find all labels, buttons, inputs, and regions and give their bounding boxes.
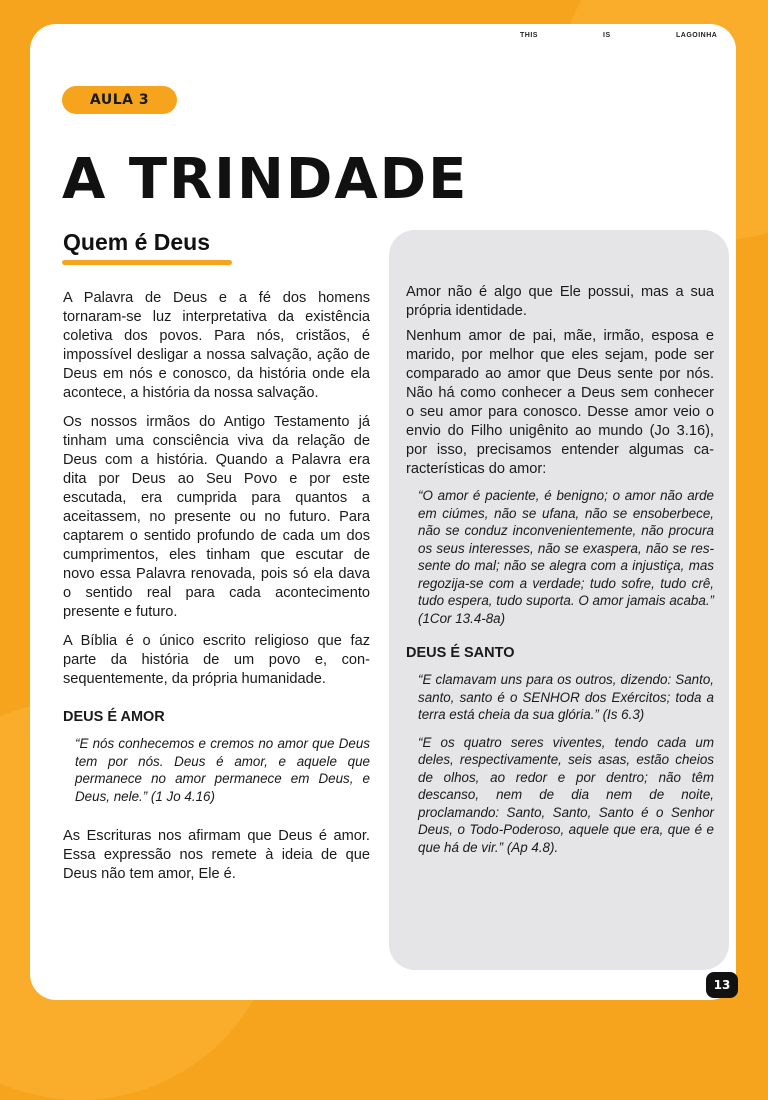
nav-item-this: THIS — [520, 32, 538, 39]
bible-quote: “E nós conhecemos e cremos no amor que Deus tem por nós. Deus é amor, e aquele que permanece no amor permanece em Deus, e Deus, nele.” (1 Jo 4.16) — [75, 736, 370, 804]
bible-quote: “O amor é paciente, é benigno; o amor não arde em ciúmes, não se ufana, não se ensoberbece, não se conduz inconvenientemente, não procura os seus interesses, não se exaspera, não se ressente do mal; não se alegra com a injustiça, mas regozija-se com a verdade; tudo sofre, tudo crê, tudo espera, tudo suporta. O amor jamais acaba.” (1Cor 13.4-8a) — [418, 488, 714, 626]
paragraph: As Escrituras nos afirmam que Deus é amor. Essa expressão nos remete à ideia de que Deus não tem amor, Ele é. — [63, 828, 370, 882]
nav-item-lagoinha: LAGOINHA — [676, 32, 718, 39]
right-column — [406, 283, 714, 866]
section-subtitle: Quem é Deus — [63, 229, 210, 255]
bible-quote: “E clamavam uns para os outros, dizendo: Santo, santo, santo é o SENHOR dos Exércitos; toda a terra está cheia da sua glória.” (Is 6.3) — [418, 672, 714, 722]
page-number: 13 — [706, 972, 738, 998]
page-title: A TRINDADE — [62, 147, 469, 212]
heading-deus-e-santo: DEUS É SANTO — [406, 645, 515, 661]
paragraph: Os nossos irmãos do Antigo Testamento já tinham uma consciência viva da relação de Deus com a história. Quando a Palavra era dita por Deus ao Seu Povo e por este escutada, era cumprida para quantos a aceitassem, no presente ou no futuro. Para captarem o sentido profundo de cada um dos cumprimentos, eles tinham que escutar de novo essa Palavra renovada, pois só ela dava o sentido real para cada acontecimento presente e futuro. — [63, 414, 370, 620]
paragraph: A Bíblia é o único escrito religioso que faz parte da história de um povo e, consequentemente, da própria humanidade. — [63, 633, 370, 687]
paragraph: Nenhum amor de pai, mãe, irmão, esposa e marido, por melhor que eles sejam, pode ser comparado ao amor que Deus sente por nós. Não há como conhecer a Deus sem conhecer o seu amor para conosco. Desse amor veio o envio do Filho unigênito ao mundo (Jo 3.16), por isso, precisamos entender algumas características do amor: — [406, 328, 714, 477]
paragraph: Amor não é algo que Ele possui, mas a sua própria identidade. — [406, 284, 714, 319]
left-column — [63, 289, 370, 894]
heading-deus-e-amor: DEUS É AMOR — [63, 709, 165, 725]
nav-item-is: IS — [603, 32, 611, 39]
paragraph: A Palavra de Deus e a fé dos homens tornaram-se luz interpretativa da existência coletiva dos povos. Para nós, cristãos, é impossível desligar a nossa salvação, ação de Deus em nós e conosco, da história onde ela acontece, a história da nossa salvação. — [63, 290, 370, 401]
page-sheet — [30, 24, 736, 1000]
lesson-badge: AULA 3 — [62, 86, 177, 114]
bible-quote: “E os quatro seres viventes, tendo cada um deles, respectivamente, seis asas, estão cheios de olhos, ao redor e por dentro; não têm descanso, nem de dia nem de noite, proclamando: Santo, Santo, Santo é o Senhor Deus, o Todo-Poderoso, aquele que era, que é e que há de vir.” (Ap 4.8). — [418, 734, 714, 855]
subtitle-underline — [62, 260, 232, 265]
